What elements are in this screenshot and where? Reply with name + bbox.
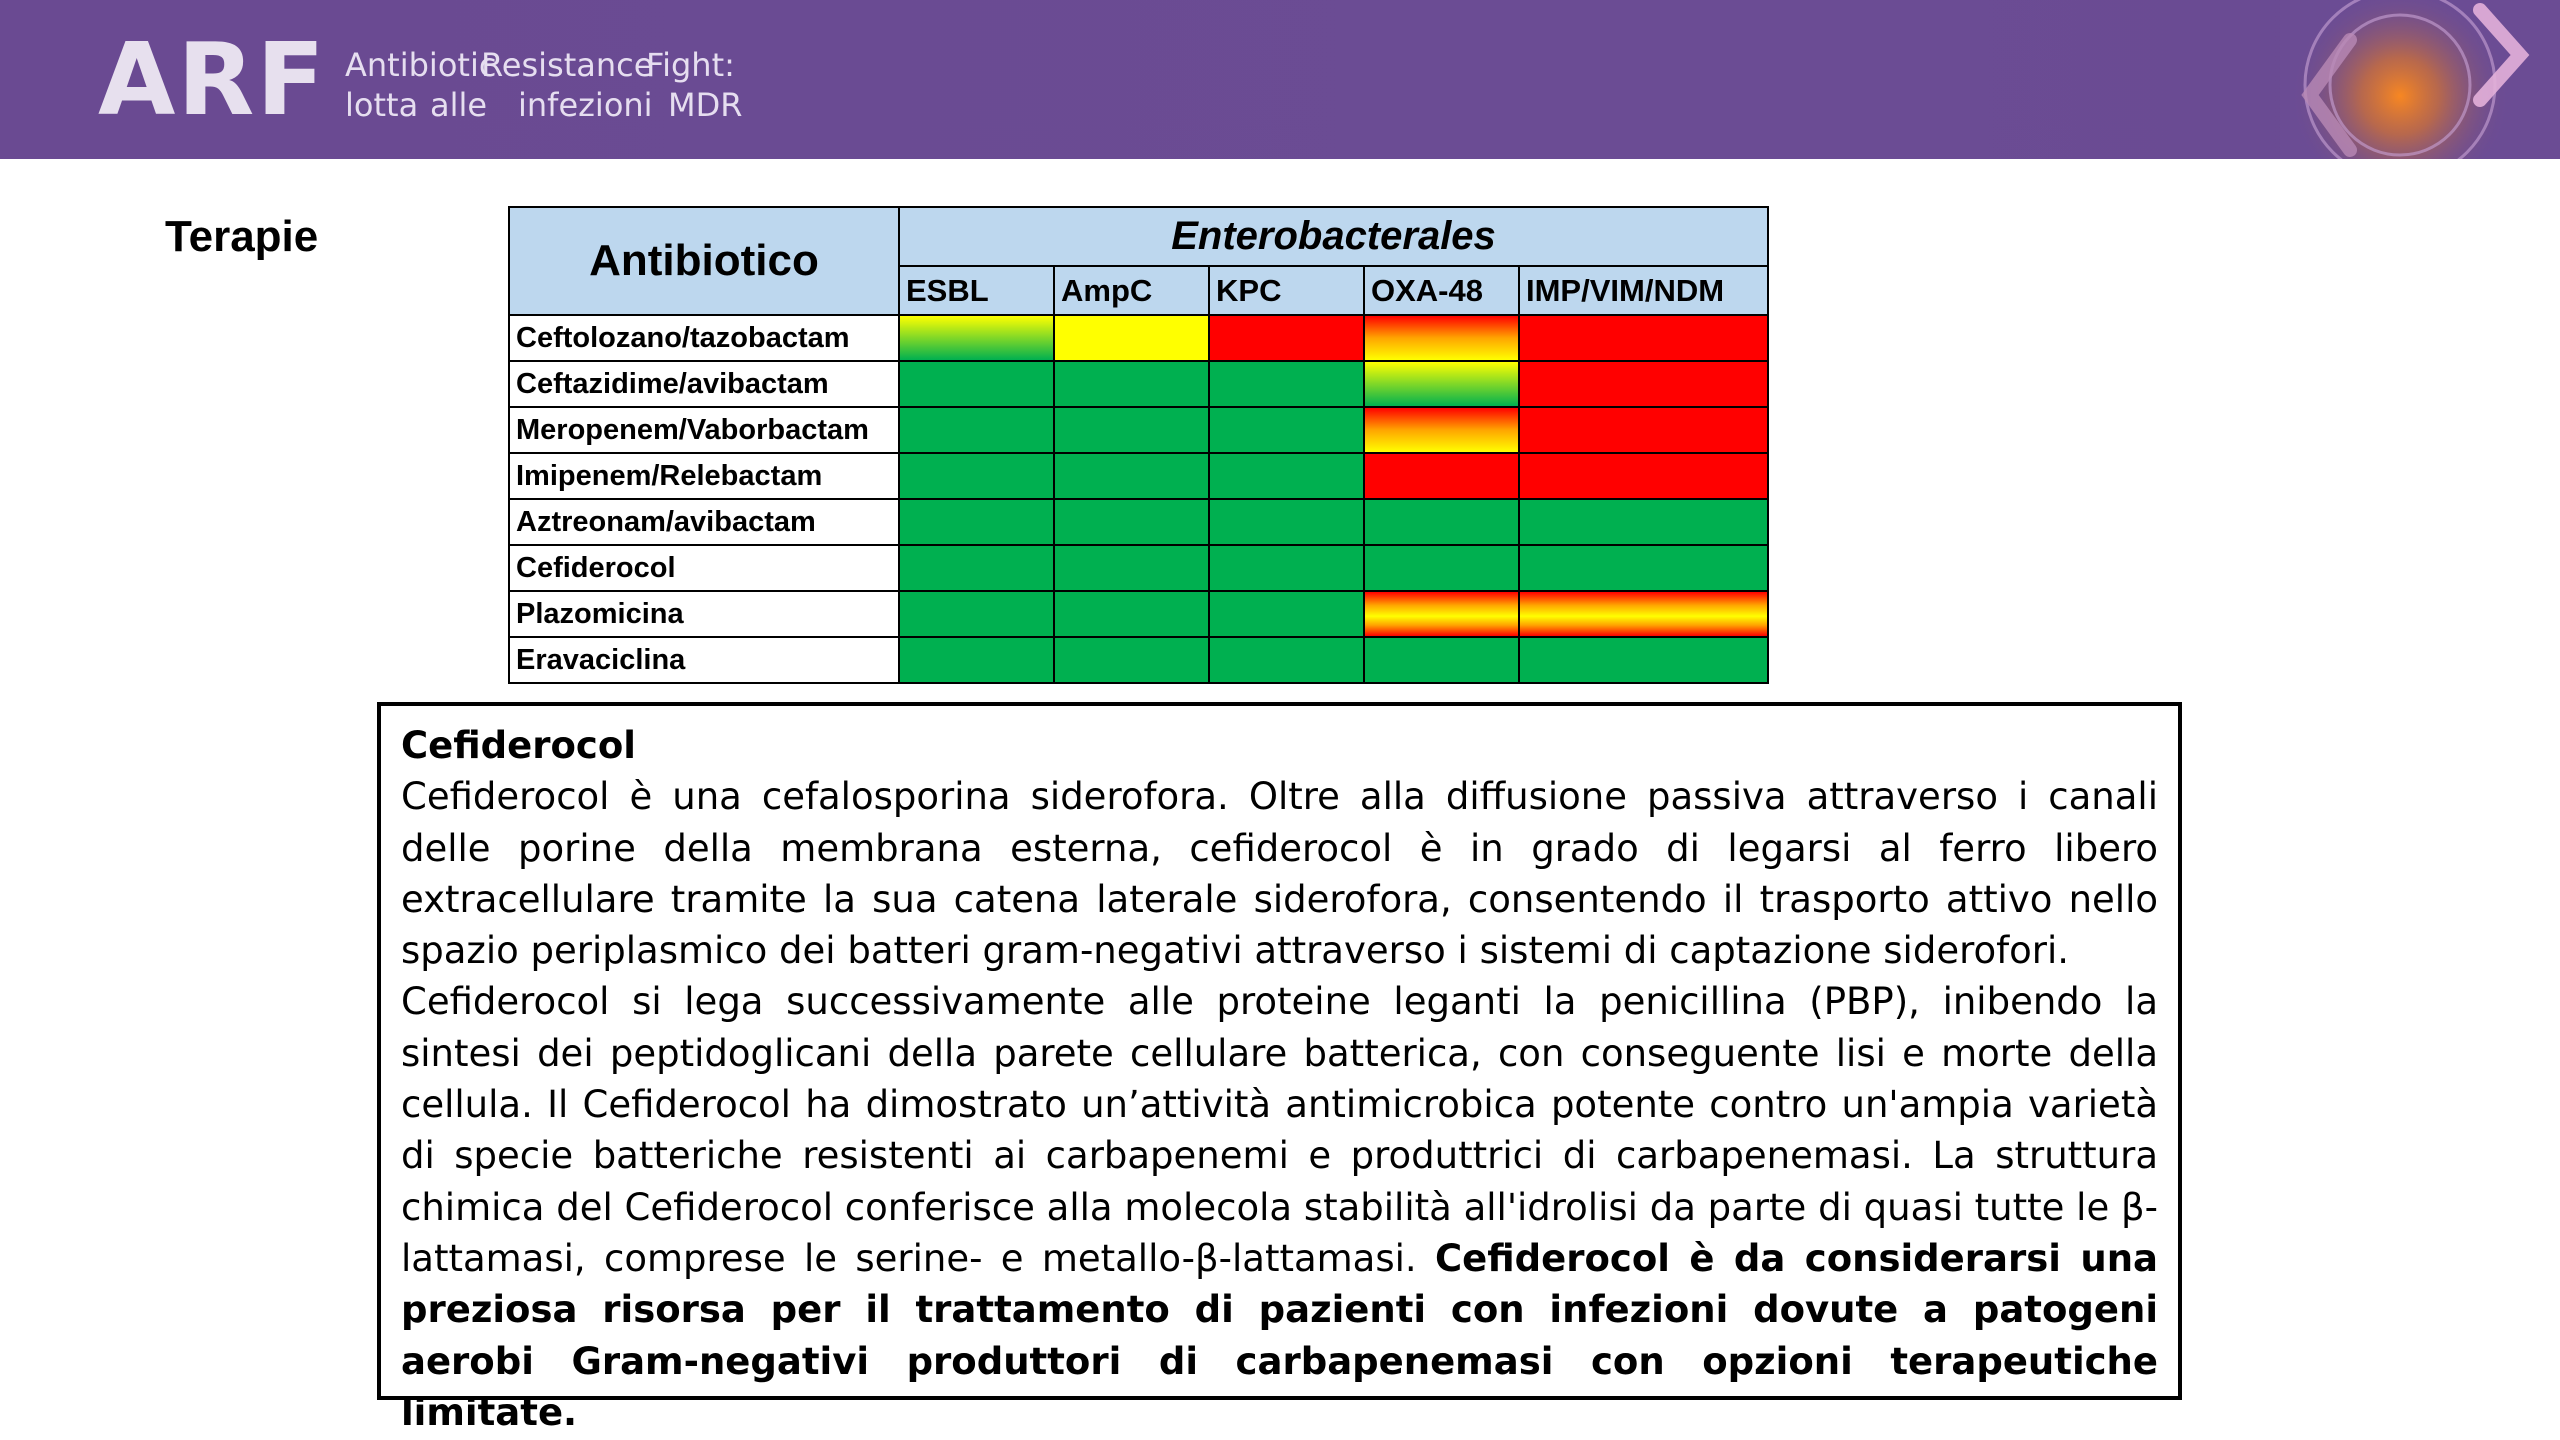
activity-cell [1209,361,1364,407]
activity-cell [899,315,1054,361]
table-row [509,637,1768,683]
table-row [509,545,1768,591]
activity-cell [899,637,1054,683]
activity-cell [1054,499,1209,545]
activity-cell [1209,499,1364,545]
tagline-word: alle [430,86,488,124]
activity-cell [1519,545,1768,591]
activity-cell [899,591,1054,637]
activity-cell [1364,591,1519,637]
tagline-word: Fight: [646,46,735,84]
table-row [509,591,1768,637]
antibiotic-column-header: Antibiotico [509,207,899,315]
activity-cell [1364,499,1519,545]
activity-cell [899,545,1054,591]
tagline-line-2 [345,85,742,125]
table-row [509,499,1768,545]
info-title: Cefiderocol [401,724,636,767]
antibiotic-name: Ceftolozano/tazobactam [509,315,899,361]
activity-cell [1054,361,1209,407]
activity-cell [1364,407,1519,453]
activity-cell [1054,591,1209,637]
section-title: Terapie [165,212,319,261]
antibiotic-name: Imipenem/Relebactam [509,453,899,499]
group-header: Enterobacterales [899,207,1768,266]
activity-cell [899,361,1054,407]
activity-cell [899,453,1054,499]
header-banner [0,0,2560,159]
activity-cell [1519,407,1768,453]
column-header-oxa48: OXA-48 [1364,266,1519,315]
activity-cell [1519,315,1768,361]
info-paragraph-2-bold: Cefiderocol è da considerarsi una preziosa risorsa per il trattamento di pazienti con infezioni dovute a patogeni aerobi Gram-negativi produttori di carbapenemasi con opzioni terapeutiche limitate. [401,1236,2158,1434]
activity-cell [1209,591,1364,637]
tagline-word: lotta [345,86,419,124]
activity-cell [1364,315,1519,361]
tagline-word: MDR [668,86,743,124]
tagline [345,45,742,125]
tagline-word: Resistance [481,46,654,84]
activity-cell [1054,453,1209,499]
antibiotic-name: Aztreonam/avibactam [509,499,899,545]
cefiderocol-info-box [377,702,2182,1434]
activity-cell [1054,637,1209,683]
activity-cell [1209,407,1364,453]
column-header-imp-vim-ndm: IMP/VIM/NDM [1519,266,1768,315]
activity-cell [1209,545,1364,591]
activity-cell [1054,407,1209,453]
activity-cell [899,499,1054,545]
activity-cell [1209,453,1364,499]
tagline-word: infezioni [518,86,653,124]
antibiotic-name: Cefiderocol [509,545,899,591]
column-header-esbl: ESBL [899,266,1054,315]
antibiotic-name: Ceftazidime/avibactam [509,361,899,407]
table-row [509,361,1768,407]
table-row [509,407,1768,453]
antibiotic-name: Plazomicina [509,591,899,637]
activity-cell [1364,453,1519,499]
info-paragraph-1: Cefiderocol è una cefalosporina siderofora. Oltre alla diffusione passiva attraverso i canali delle porine della membrana esterna, cefiderocol è in grado di legarsi al ferro libero extracellulare tramite la sua catena laterale siderofora, consentendo il trasporto attivo nello spazio periplasmico dei batteri gram-negativi attraverso i sistemi di captazione siderofori. [401,775,2158,973]
activity-cell [1519,591,1768,637]
arf-logo: ARF [98,21,327,138]
info-paragraph-2-text: Cefiderocol si lega successivamente alle proteine leganti la penicillina (PBP), inibendo la sintesi dei peptidoglicani della parete cellulare batterica, con conseguente lisi e morte della cellula. Il Cefiderocol ha dimostrato un’attività antimicrobica potente contro un'ampia varietà di specie batteriche resistenti ai carbapenemi e produttrici di carbapenemasi. La struttura chimica del Cefiderocol conferisce alla molecola stabilità all'idrolisi da parte di quasi tutte le β-lattamasi, comprese le serine- e metallo-β-lattamasi. [401,980,2158,1280]
chevron-arrows-icon [2280,0,2560,159]
table-header-row [509,207,1768,266]
antibiotic-name: Meropenem/Vaborbactam [509,407,899,453]
activity-cell [1519,361,1768,407]
column-header-ampc: AmpC [1054,266,1209,315]
activity-cell [1364,361,1519,407]
activity-cell [1209,637,1364,683]
antibiotic-activity-table [508,206,1769,684]
table-body [509,315,1768,683]
antibiotic-name: Eravaciclina [509,637,899,683]
activity-cell [1054,315,1209,361]
table-row [509,453,1768,499]
tagline-line-1 [345,45,742,85]
activity-cell [899,407,1054,453]
activity-cell [1209,315,1364,361]
activity-cell [1054,545,1209,591]
activity-cell [1364,637,1519,683]
table-row [509,315,1768,361]
activity-cell [1519,637,1768,683]
tagline-word: Antibiotic [345,46,497,84]
info-paragraph-2 [401,976,2158,1438]
column-header-kpc: KPC [1209,266,1364,315]
activity-cell [1364,545,1519,591]
activity-cell [1519,453,1768,499]
activity-cell [1519,499,1768,545]
